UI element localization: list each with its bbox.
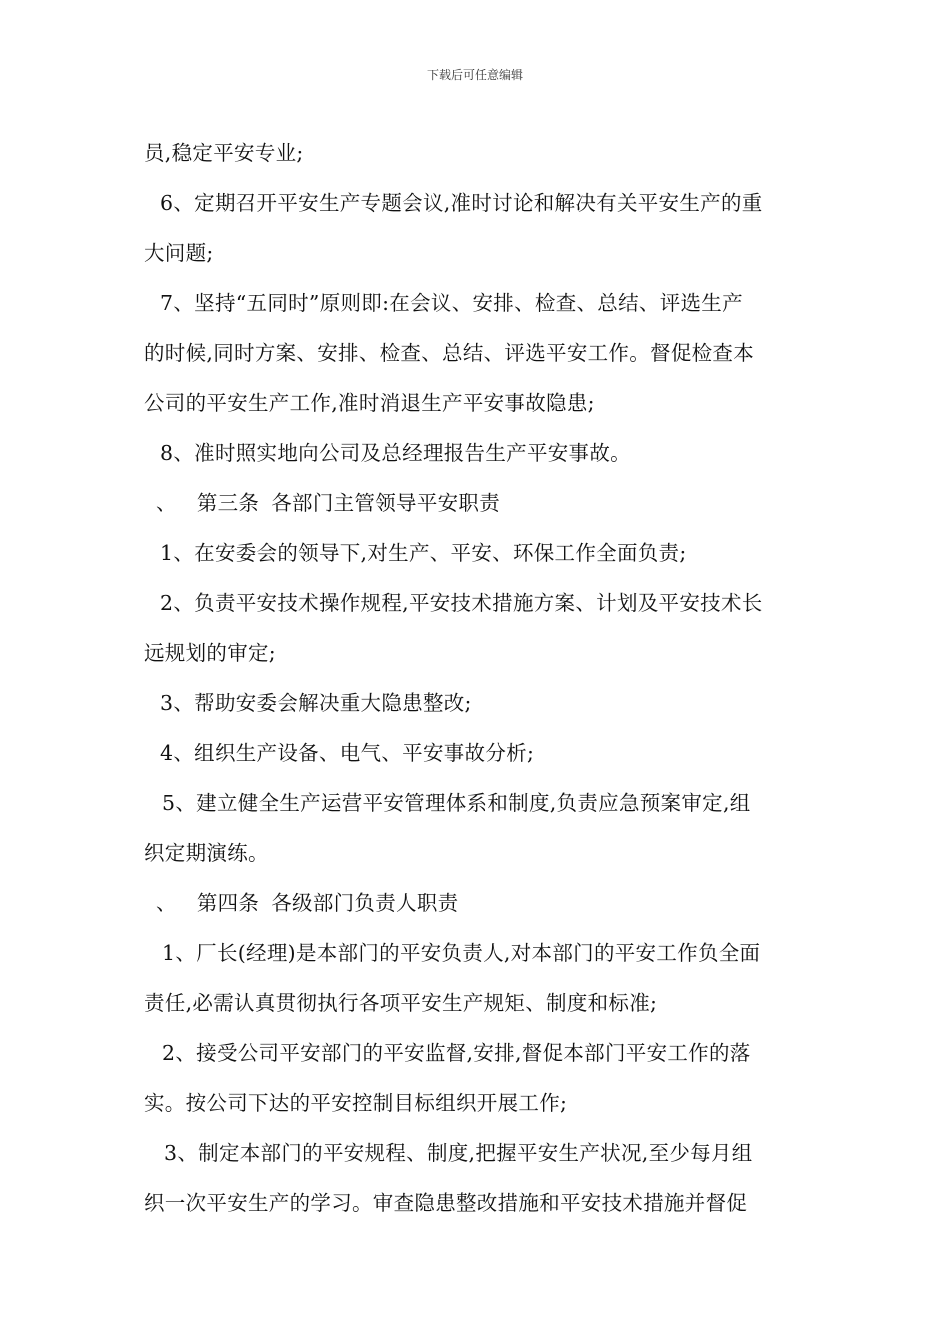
- page-header-note: 下载后可任意编辑: [426, 68, 523, 82]
- section-mark: 、: [156, 891, 177, 915]
- list-item-7: 7、坚持“五同时”原则即:在会议、安排、检查、总结、评选生产: [160, 291, 743, 315]
- text-line: 织定期演练。: [144, 841, 269, 865]
- list-item-5: 5、建立健全生产运营平安管理体系和制度,负责应急预案审定,组: [162, 791, 751, 815]
- list-item-1: 1、厂长(经理)是本部门的平安负责人,对本部门的平安工作负全面: [162, 941, 761, 965]
- text-line: 织一次平安生产的学习。审查隐患整改措施和平安技术措施并督促: [144, 1191, 748, 1215]
- section-heading-3: [144, 478, 810, 528]
- list-item-6: 6、定期召开平安生产专题会议,准时讨论和解决有关平安生产的重: [160, 191, 763, 215]
- section-title: 各级部门负责人职责: [271, 891, 459, 915]
- text-line: 实。按公司下达的平安控制目标组织开展工作;: [144, 1091, 568, 1115]
- list-item-2: 2、负责平安技术操作规程,平安技术措施方案、计划及平安技术长: [160, 591, 763, 615]
- text-line: 的时候,同时方案、安排、检查、总结、评选平安工作。督促检查本: [144, 341, 755, 365]
- list-item-4: 4、组织生产设备、电气、平安事故分析;: [160, 741, 535, 765]
- list-item-1: 1、在安委会的领导下,对生产、平安、环保工作全面负责;: [160, 541, 687, 565]
- text-line: 大问题;: [144, 241, 214, 265]
- text-line: 员,稳定平安专业;: [144, 141, 304, 165]
- text-line: 公司的平安生产工作,准时消退生产平安事故隐患;: [144, 391, 595, 415]
- text-line: 责任,必需认真贯彻执行各项平安生产规矩、制度和标准;: [144, 991, 658, 1015]
- section-title: 各部门主管领导平安职责: [271, 491, 501, 515]
- list-item-3: 3、帮助安委会解决重大隐患整改;: [160, 691, 472, 715]
- section-mark: 、: [156, 491, 177, 515]
- document-body: [144, 128, 810, 1228]
- section-number: 第四条: [196, 891, 260, 915]
- section-number: 第三条: [196, 491, 260, 515]
- list-item-3: 3、制定本部门的平安规程、制度,把握平安生产状况,至少每月组: [164, 1141, 753, 1165]
- section-heading-4: [144, 878, 810, 928]
- text-line: 远规划的审定;: [144, 641, 277, 665]
- list-item-8: 8、准时照实地向公司及总经理报告生产平安事故。: [160, 441, 631, 465]
- list-item-2: 2、接受公司平安部门的平安监督,安排,督促本部门平安工作的落: [162, 1041, 751, 1065]
